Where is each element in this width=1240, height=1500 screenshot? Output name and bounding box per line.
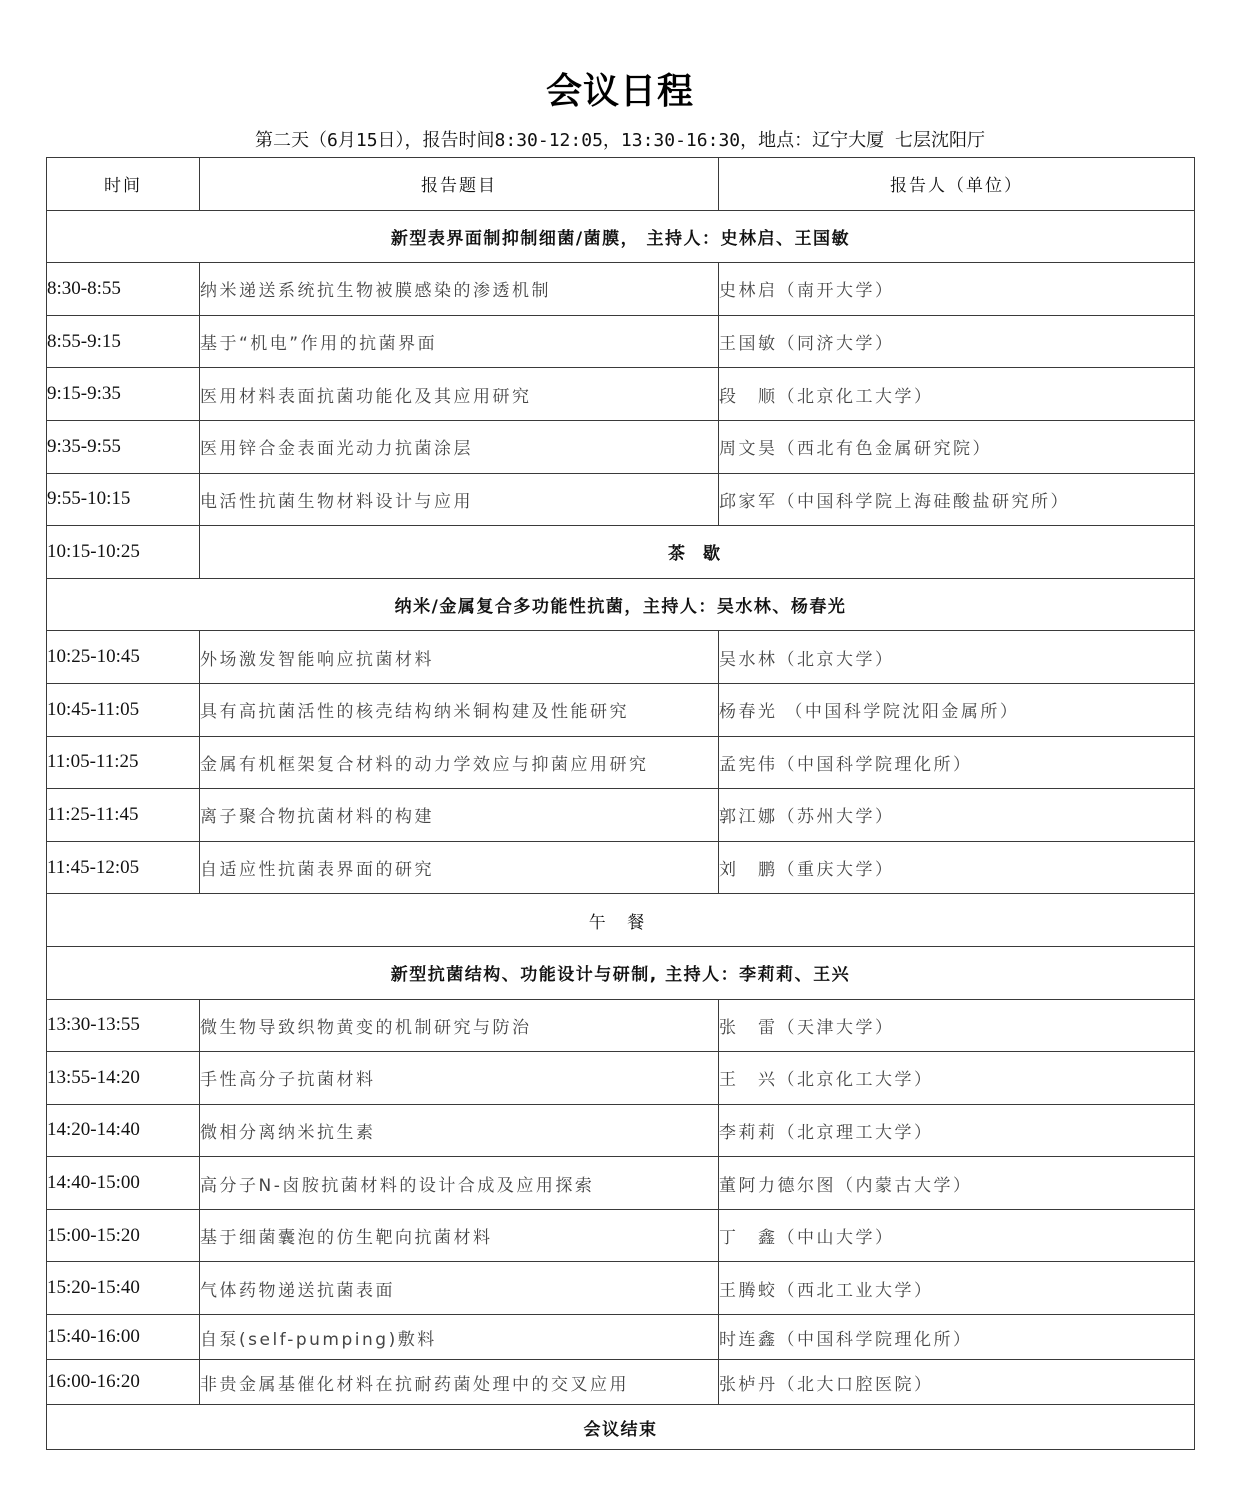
- talk-speaker: 张栌丹（北大口腔医院）: [719, 1360, 1195, 1405]
- talk-time: 8:55-9:15: [47, 315, 200, 368]
- table-header-row: [47, 158, 1195, 211]
- tea-break-time: 10:15-10:25: [47, 526, 200, 579]
- table-row: [47, 1157, 1195, 1210]
- talk-time: 15:40-16:00: [47, 1315, 200, 1360]
- talk-time: 15:20-15:40: [47, 1262, 200, 1315]
- talk-topic: 微相分离纳米抗生素: [200, 1104, 719, 1157]
- talk-time: 16:00-16:20: [47, 1360, 200, 1405]
- talk-speaker: 王国敏（同济大学）: [719, 315, 1195, 368]
- talk-topic: 纳米递送系统抗生物被膜感染的渗透机制: [200, 263, 719, 316]
- table-row: [47, 736, 1195, 789]
- closing-label: 会议结束: [47, 1405, 1195, 1450]
- table-row: [47, 1262, 1195, 1315]
- talk-time: 9:15-9:35: [47, 368, 200, 421]
- tea-break-row: [47, 526, 1195, 579]
- talk-topic: 外场激发智能响应抗菌材料: [200, 631, 719, 684]
- session-header-row: [47, 210, 1195, 263]
- talk-speaker: 史林启（南开大学）: [719, 263, 1195, 316]
- table-row: [47, 789, 1195, 842]
- talk-speaker: 刘 鹏（重庆大学）: [719, 841, 1195, 894]
- session-title: 纳米/金属复合多功能性抗菌，主持人：吴水林、杨春光: [47, 578, 1195, 631]
- talk-time: 14:40-15:00: [47, 1157, 200, 1210]
- header-time: 时间: [47, 158, 200, 211]
- schedule-subtitle: 第二天（6月15日），报告时间8:30-12:05，13:30-16:30，地点：辽宁大厦 七层沈阳厅: [255, 130, 985, 151]
- table-row: [47, 1360, 1195, 1405]
- talk-speaker: 邱家军（中国科学院上海硅酸盐研究所）: [719, 473, 1195, 526]
- talk-speaker: 王腾蛟（西北工业大学）: [719, 1262, 1195, 1315]
- talk-topic: 自泵(self-pumping)敷料: [200, 1315, 719, 1360]
- table-row: [47, 1315, 1195, 1360]
- talk-time: 9:35-9:55: [47, 420, 200, 473]
- talk-time: 10:25-10:45: [47, 631, 200, 684]
- talk-time: 11:45-12:05: [47, 841, 200, 894]
- talk-topic: 高分子N-卤胺抗菌材料的设计合成及应用探索: [200, 1157, 719, 1210]
- talk-time: 14:20-14:40: [47, 1104, 200, 1157]
- table-row: [47, 315, 1195, 368]
- talk-topic: 医用锌合金表面光动力抗菌涂层: [200, 420, 719, 473]
- table-row: [47, 473, 1195, 526]
- header-speaker: 报告人（单位）: [719, 158, 1195, 211]
- talk-time: 8:30-8:55: [47, 263, 200, 316]
- tea-break-label: 茶 歇: [200, 526, 1195, 579]
- talk-speaker: 郭江娜（苏州大学）: [719, 789, 1195, 842]
- lunch-row: [47, 894, 1195, 947]
- header-topic: 报告题目: [200, 158, 719, 211]
- table-row: [47, 999, 1195, 1052]
- talk-speaker: 段 顺（北京化工大学）: [719, 368, 1195, 421]
- table-row: [47, 368, 1195, 421]
- session-title: 新型抗菌结构、功能设计与研制, 主持人：李莉莉、王兴: [47, 946, 1195, 999]
- table-row: [47, 263, 1195, 316]
- talk-speaker: 时连鑫（中国科学院理化所）: [719, 1315, 1195, 1360]
- talk-speaker: 张 雷（天津大学）: [719, 999, 1195, 1052]
- talk-speaker: 孟宪伟（中国科学院理化所）: [719, 736, 1195, 789]
- lunch-label: 午 餐: [47, 894, 1195, 947]
- table-row: [47, 1209, 1195, 1262]
- talk-time: 11:05-11:25: [47, 736, 200, 789]
- talk-speaker: 丁 鑫（中山大学）: [719, 1209, 1195, 1262]
- table-row: [47, 683, 1195, 736]
- talk-topic: 气体药物递送抗菌表面: [200, 1262, 719, 1315]
- talk-speaker: 董阿力德尔图（内蒙古大学）: [719, 1157, 1195, 1210]
- talk-topic: 基于“机电”作用的抗菌界面: [200, 315, 719, 368]
- table-row: [47, 1052, 1195, 1105]
- talk-topic: 金属有机框架复合材料的动力学效应与抑菌应用研究: [200, 736, 719, 789]
- talk-topic: 手性高分子抗菌材料: [200, 1052, 719, 1105]
- talk-time: 13:55-14:20: [47, 1052, 200, 1105]
- talk-topic: 自适应性抗菌表界面的研究: [200, 841, 719, 894]
- talk-time: 9:55-10:15: [47, 473, 200, 526]
- talk-time: 13:30-13:55: [47, 999, 200, 1052]
- table-row: [47, 841, 1195, 894]
- talk-speaker: 李莉莉（北京理工大学）: [719, 1104, 1195, 1157]
- talk-speaker: 周文昊（西北有色金属研究院）: [719, 420, 1195, 473]
- talk-time: 15:00-15:20: [47, 1209, 200, 1262]
- talk-speaker: 吴水林（北京大学）: [719, 631, 1195, 684]
- talk-topic: 离子聚合物抗菌材料的构建: [200, 789, 719, 842]
- table-row: [47, 1104, 1195, 1157]
- session-title: 新型表界面制抑制细菌/菌膜， 主持人：史林启、王国敏: [47, 210, 1195, 263]
- schedule-table: [46, 157, 1195, 1450]
- table-row: [47, 420, 1195, 473]
- talk-speaker: 王 兴（北京化工大学）: [719, 1052, 1195, 1105]
- talk-topic: 具有高抗菌活性的核壳结构纳米铜构建及性能研究: [200, 683, 719, 736]
- talk-topic: 非贵金属基催化材料在抗耐药菌处理中的交叉应用: [200, 1360, 719, 1405]
- talk-time: 10:45-11:05: [47, 683, 200, 736]
- closing-row: [47, 1405, 1195, 1450]
- talk-topic: 医用材料表面抗菌功能化及其应用研究: [200, 368, 719, 421]
- session-header-row: [47, 578, 1195, 631]
- session-header-row: [47, 946, 1195, 999]
- table-row: [47, 631, 1195, 684]
- talk-topic: 基于细菌囊泡的仿生靶向抗菌材料: [200, 1209, 719, 1262]
- talk-topic: 电活性抗菌生物材料设计与应用: [200, 473, 719, 526]
- talk-speaker: 杨春光 （中国科学院沈阳金属所）: [719, 683, 1195, 736]
- talk-time: 11:25-11:45: [47, 789, 200, 842]
- page-title: 会议日程: [545, 71, 694, 112]
- talk-topic: 微生物导致织物黄变的机制研究与防治: [200, 999, 719, 1052]
